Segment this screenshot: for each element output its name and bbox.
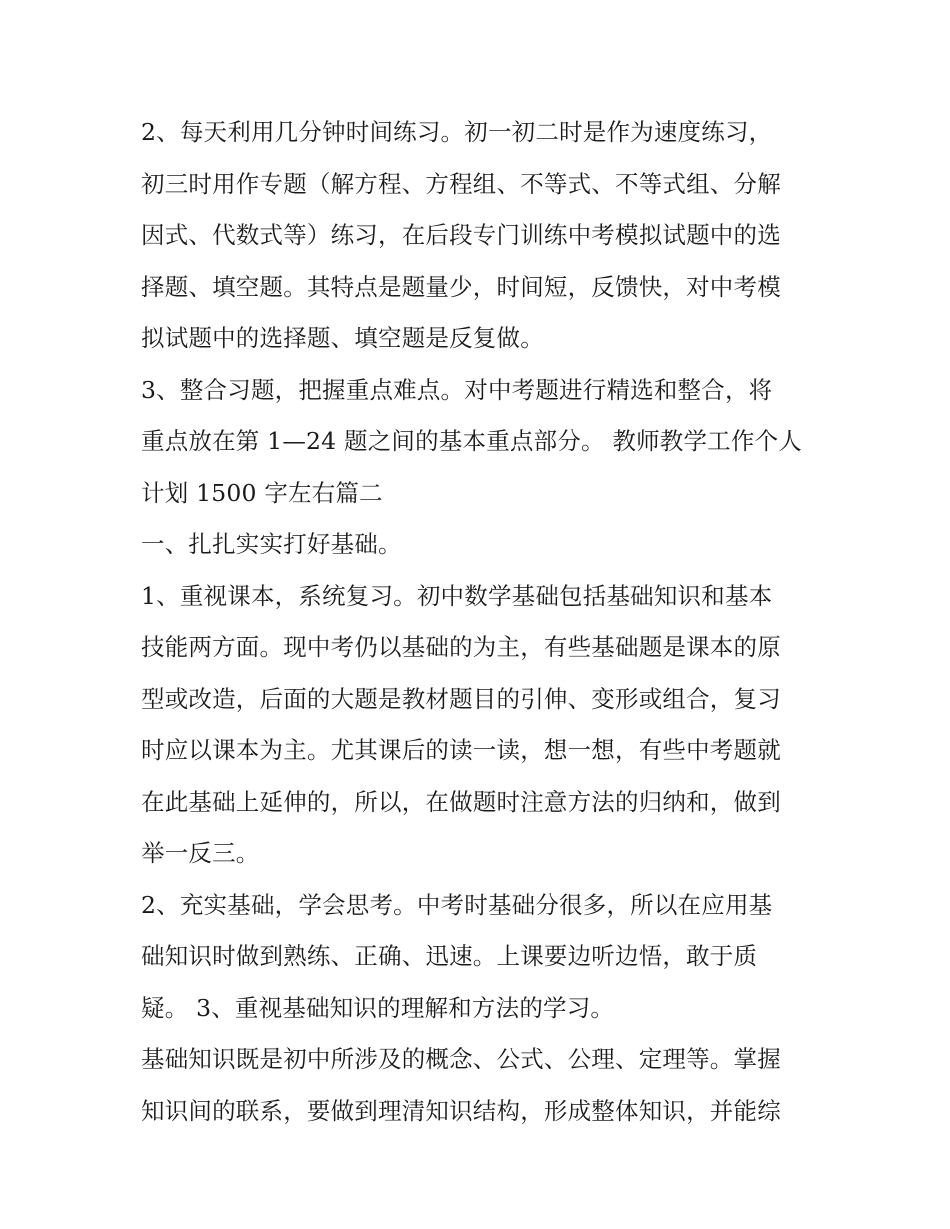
- text-line: 因式、代数式等）练习，在后段专门训练中考模拟试题中的选: [141, 221, 781, 249]
- text-line: 时应以课本为主。尤其课后的读一读，想一想，有些中考题就: [141, 736, 781, 764]
- text-line: 举一反三。: [141, 839, 260, 867]
- text-line: 型或改造，后面的大题是教材题目的引伸、变形或组合，复习: [141, 684, 781, 713]
- text-line: 重点放在第 1—24 题之间的基本重点部分。 教师教学工作个人: [141, 427, 802, 455]
- text-line: 拟试题中的选择题、填空题是反复做。: [141, 324, 544, 352]
- document-body: [141, 107, 821, 1137]
- text-line: 基础知识既是初中所涉及的概念、公式、公理、定理等。掌握: [141, 1045, 781, 1073]
- text-line: 初三时用作专题（解方程、方程组、不等式、不等式组、分解: [141, 169, 781, 198]
- text-line: 计划 1500 字左右篇二: [141, 478, 383, 507]
- text-line: 知识间的联系，要做到理清知识结构，形成整体知识，并能综: [141, 1096, 781, 1125]
- text-line: 疑。 3、重视基础知识的理解和方法的学习。: [141, 993, 615, 1022]
- text-line: 择题、填空题。其特点是题量少，时间短，反馈快，对中考模: [141, 272, 781, 301]
- text-line: 础知识时做到熟练、正确、迅速。上课要边听边悟，敢于质: [141, 942, 758, 970]
- text-line: 技能两方面。现中考仍以基础的为主，有些基础题是课本的原: [141, 633, 781, 661]
- text-line: 3、整合习题，把握重点难点。对中考题进行精选和整合，将: [141, 375, 773, 404]
- text-line: 1、重视课本，系统复习。初中数学基础包括基础知识和基本: [141, 581, 773, 610]
- text-line: 2、每天利用几分钟时间练习。初一初二时是作为速度练习，: [141, 118, 773, 146]
- text-line: 一、扎扎实实打好基础。: [141, 530, 402, 558]
- text-line: 在此基础上延伸的，所以，在做题时注意方法的归纳和，做到: [141, 787, 781, 816]
- text-line: 2、充实基础，学会思考。中考时基础分很多，所以在应用基: [141, 890, 773, 919]
